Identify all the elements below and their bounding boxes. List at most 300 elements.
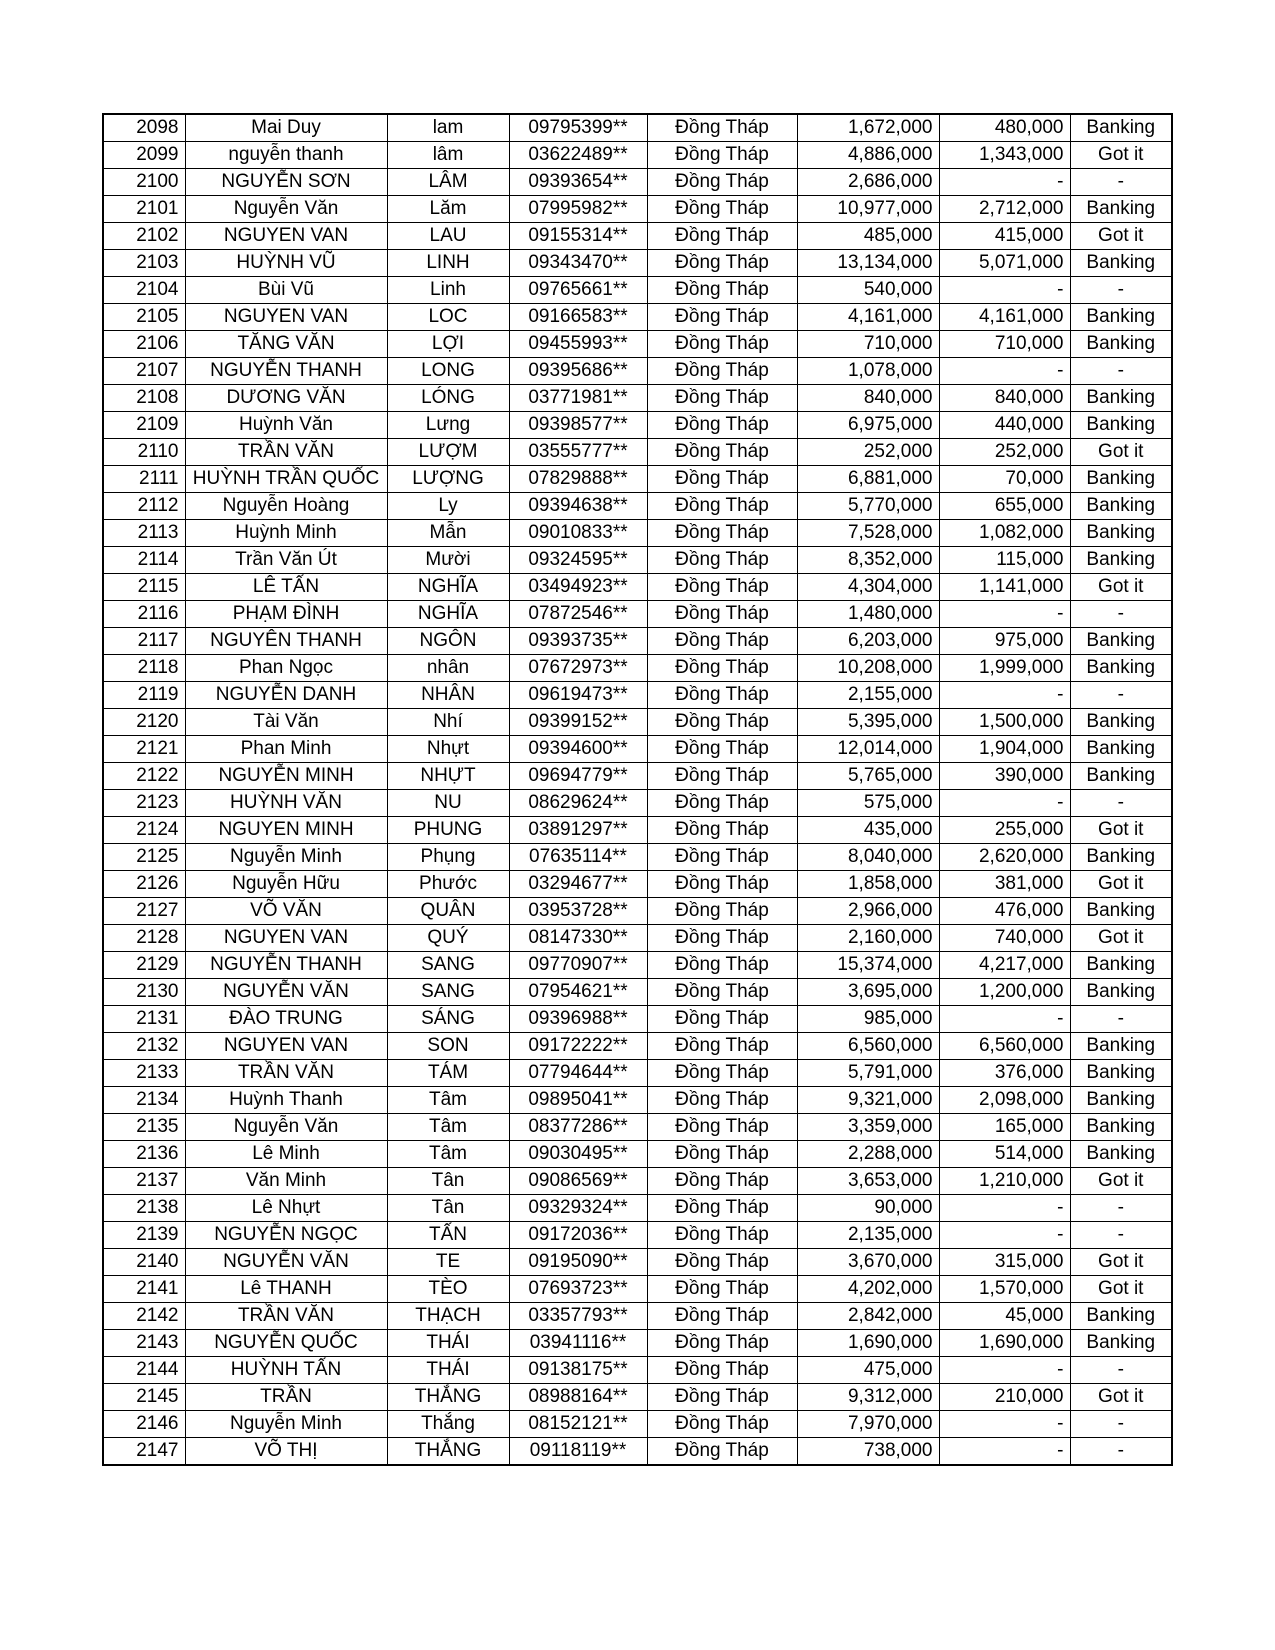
given-name-cell: lâm [387, 142, 509, 169]
province-cell: Đồng Tháp [647, 628, 797, 655]
amount-paid-cell: 2,098,000 [939, 1087, 1070, 1114]
table-row [103, 1141, 1172, 1168]
table-row [103, 412, 1172, 439]
surname-cell: NGUYEN VAN [185, 223, 387, 250]
phone-cell: 08152121** [509, 1411, 647, 1438]
amount-cell: 1,672,000 [797, 114, 939, 142]
phone-cell: 09393654** [509, 169, 647, 196]
amount-paid-cell: 210,000 [939, 1384, 1070, 1411]
method-cell: Got it [1070, 439, 1172, 466]
method-cell: Banking [1070, 1141, 1172, 1168]
surname-cell: TĂNG VĂN [185, 331, 387, 358]
province-cell: Đồng Tháp [647, 763, 797, 790]
surname-cell: Văn Minh [185, 1168, 387, 1195]
phone-cell: 08377286** [509, 1114, 647, 1141]
row-number-cell: 2123 [103, 790, 185, 817]
row-number-cell: 2099 [103, 142, 185, 169]
phone-cell: 08629624** [509, 790, 647, 817]
amount-paid-cell: 1,904,000 [939, 736, 1070, 763]
table-row [103, 817, 1172, 844]
row-number-cell: 2136 [103, 1141, 185, 1168]
given-name-cell: SANG [387, 979, 509, 1006]
amount-paid-cell: - [939, 358, 1070, 385]
phone-cell: 09166583** [509, 304, 647, 331]
given-name-cell: NGHĨA [387, 574, 509, 601]
phone-cell: 03494923** [509, 574, 647, 601]
method-cell: Got it [1070, 817, 1172, 844]
province-cell: Đồng Tháp [647, 736, 797, 763]
given-name-cell: Phụng [387, 844, 509, 871]
amount-paid-cell: - [939, 1195, 1070, 1222]
amount-paid-cell: 4,161,000 [939, 304, 1070, 331]
row-number-cell: 2124 [103, 817, 185, 844]
amount-cell: 2,155,000 [797, 682, 939, 709]
table-row [103, 223, 1172, 250]
method-cell: Got it [1070, 871, 1172, 898]
surname-cell: DƯƠNG VĂN [185, 385, 387, 412]
phone-cell: 09138175** [509, 1357, 647, 1384]
surname-cell: TRẦN VĂN [185, 1303, 387, 1330]
row-number-cell: 2102 [103, 223, 185, 250]
surname-cell: LÊ TẤN [185, 574, 387, 601]
amount-cell: 3,670,000 [797, 1249, 939, 1276]
given-name-cell: TÁM [387, 1060, 509, 1087]
province-cell: Đồng Tháp [647, 439, 797, 466]
method-cell: Banking [1070, 628, 1172, 655]
surname-cell: Trần Văn Út [185, 547, 387, 574]
given-name-cell: THẠCH [387, 1303, 509, 1330]
given-name-cell: LOC [387, 304, 509, 331]
table-row [103, 1114, 1172, 1141]
amount-cell: 10,208,000 [797, 655, 939, 682]
table-row [103, 601, 1172, 628]
method-cell: - [1070, 790, 1172, 817]
surname-cell: NGUYỄN DANH [185, 682, 387, 709]
province-cell: Đồng Tháp [647, 790, 797, 817]
row-number-cell: 2110 [103, 439, 185, 466]
given-name-cell: Tâm [387, 1087, 509, 1114]
phone-cell: 09795399** [509, 114, 647, 142]
method-cell: Banking [1070, 709, 1172, 736]
surname-cell: NGUYEN VAN [185, 1033, 387, 1060]
row-number-cell: 2111 [103, 466, 185, 493]
method-cell: Banking [1070, 898, 1172, 925]
amount-paid-cell: 1,082,000 [939, 520, 1070, 547]
row-number-cell: 2143 [103, 1330, 185, 1357]
amount-cell: 6,881,000 [797, 466, 939, 493]
province-cell: Đồng Tháp [647, 466, 797, 493]
given-name-cell: LAU [387, 223, 509, 250]
table-row [103, 1222, 1172, 1249]
amount-paid-cell: 1,500,000 [939, 709, 1070, 736]
given-name-cell: LONG [387, 358, 509, 385]
phone-cell: 03953728** [509, 898, 647, 925]
amount-cell: 3,695,000 [797, 979, 939, 1006]
amount-cell: 252,000 [797, 439, 939, 466]
amount-paid-cell: 70,000 [939, 466, 1070, 493]
surname-cell: NGUYÊN THANH [185, 628, 387, 655]
phone-cell: 09086569** [509, 1168, 647, 1195]
table-row [103, 358, 1172, 385]
method-cell: Banking [1070, 385, 1172, 412]
amount-paid-cell: - [939, 1222, 1070, 1249]
table-row [103, 1438, 1172, 1466]
given-name-cell: LỢI [387, 331, 509, 358]
amount-cell: 9,321,000 [797, 1087, 939, 1114]
amount-paid-cell: 5,071,000 [939, 250, 1070, 277]
table-row [103, 520, 1172, 547]
surname-cell: Tài Văn [185, 709, 387, 736]
phone-cell: 09030495** [509, 1141, 647, 1168]
table-row [103, 574, 1172, 601]
given-name-cell: NHỰT [387, 763, 509, 790]
row-number-cell: 2139 [103, 1222, 185, 1249]
phone-cell: 09010833** [509, 520, 647, 547]
amount-cell: 575,000 [797, 790, 939, 817]
method-cell: Banking [1070, 466, 1172, 493]
amount-paid-cell: 115,000 [939, 547, 1070, 574]
phone-cell: 09329324** [509, 1195, 647, 1222]
amount-paid-cell: - [939, 277, 1070, 304]
province-cell: Đồng Tháp [647, 1060, 797, 1087]
row-number-cell: 2116 [103, 601, 185, 628]
given-name-cell: Tân [387, 1195, 509, 1222]
given-name-cell: SÁNG [387, 1006, 509, 1033]
surname-cell: VÕ THỊ [185, 1438, 387, 1466]
amount-paid-cell: 1,570,000 [939, 1276, 1070, 1303]
given-name-cell: THẮNG [387, 1438, 509, 1466]
amount-paid-cell: 476,000 [939, 898, 1070, 925]
amount-paid-cell: 840,000 [939, 385, 1070, 412]
method-cell: - [1070, 1438, 1172, 1466]
amount-paid-cell: 740,000 [939, 925, 1070, 952]
method-cell: Got it [1070, 223, 1172, 250]
row-number-cell: 2119 [103, 682, 185, 709]
method-cell: Banking [1070, 547, 1172, 574]
amount-paid-cell: 315,000 [939, 1249, 1070, 1276]
given-name-cell: Lưng [387, 412, 509, 439]
method-cell: Banking [1070, 412, 1172, 439]
given-name-cell: Phước [387, 871, 509, 898]
row-number-cell: 2132 [103, 1033, 185, 1060]
amount-paid-cell: 440,000 [939, 412, 1070, 439]
row-number-cell: 2141 [103, 1276, 185, 1303]
table-row [103, 1330, 1172, 1357]
province-cell: Đồng Tháp [647, 1114, 797, 1141]
method-cell: Banking [1070, 655, 1172, 682]
surname-cell: VÕ VĂN [185, 898, 387, 925]
row-number-cell: 2138 [103, 1195, 185, 1222]
surname-cell: NGUYỄN VĂN [185, 979, 387, 1006]
table-row [103, 277, 1172, 304]
row-number-cell: 2113 [103, 520, 185, 547]
province-cell: Đồng Tháp [647, 331, 797, 358]
row-number-cell: 2146 [103, 1411, 185, 1438]
amount-cell: 90,000 [797, 1195, 939, 1222]
province-cell: Đồng Tháp [647, 1384, 797, 1411]
table-row [103, 709, 1172, 736]
table-row [103, 142, 1172, 169]
amount-cell: 6,203,000 [797, 628, 939, 655]
row-number-cell: 2118 [103, 655, 185, 682]
phone-cell: 09396988** [509, 1006, 647, 1033]
surname-cell: Lê Minh [185, 1141, 387, 1168]
phone-cell: 07829888** [509, 466, 647, 493]
surname-cell: Phan Ngọc [185, 655, 387, 682]
row-number-cell: 2134 [103, 1087, 185, 1114]
row-number-cell: 2125 [103, 844, 185, 871]
phone-cell: 03941116** [509, 1330, 647, 1357]
given-name-cell: Tâm [387, 1114, 509, 1141]
table-row [103, 871, 1172, 898]
method-cell: Banking [1070, 1330, 1172, 1357]
phone-cell: 03555777** [509, 439, 647, 466]
amount-paid-cell: 255,000 [939, 817, 1070, 844]
given-name-cell: NU [387, 790, 509, 817]
table-row [103, 385, 1172, 412]
amount-cell: 3,653,000 [797, 1168, 939, 1195]
surname-cell: Bùi Vũ [185, 277, 387, 304]
method-cell: - [1070, 682, 1172, 709]
given-name-cell: TE [387, 1249, 509, 1276]
table-row [103, 331, 1172, 358]
surname-cell: HUỲNH TRẦN QUỐC [185, 466, 387, 493]
amount-cell: 6,560,000 [797, 1033, 939, 1060]
province-cell: Đồng Tháp [647, 655, 797, 682]
province-cell: Đồng Tháp [647, 196, 797, 223]
given-name-cell: Tân [387, 1168, 509, 1195]
table-row [103, 763, 1172, 790]
amount-cell: 4,202,000 [797, 1276, 939, 1303]
amount-paid-cell: - [939, 1411, 1070, 1438]
table-row [103, 952, 1172, 979]
row-number-cell: 2103 [103, 250, 185, 277]
given-name-cell: Lăm [387, 196, 509, 223]
amount-cell: 840,000 [797, 385, 939, 412]
table-row [103, 1006, 1172, 1033]
table-row [103, 250, 1172, 277]
given-name-cell: PHUNG [387, 817, 509, 844]
amount-cell: 2,160,000 [797, 925, 939, 952]
surname-cell: NGUYỄN MINH [185, 763, 387, 790]
province-cell: Đồng Tháp [647, 520, 797, 547]
surname-cell: HUỲNH VŨ [185, 250, 387, 277]
table-row [103, 304, 1172, 331]
table-row [103, 736, 1172, 763]
given-name-cell: Nhí [387, 709, 509, 736]
row-number-cell: 2114 [103, 547, 185, 574]
method-cell: Got it [1070, 1249, 1172, 1276]
method-cell: Banking [1070, 114, 1172, 142]
amount-paid-cell: 655,000 [939, 493, 1070, 520]
given-name-cell: Ly [387, 493, 509, 520]
table-row [103, 682, 1172, 709]
method-cell: Banking [1070, 844, 1172, 871]
amount-paid-cell: 376,000 [939, 1060, 1070, 1087]
row-number-cell: 2128 [103, 925, 185, 952]
amount-cell: 2,686,000 [797, 169, 939, 196]
amount-paid-cell: 415,000 [939, 223, 1070, 250]
amount-cell: 4,304,000 [797, 574, 939, 601]
province-cell: Đồng Tháp [647, 601, 797, 628]
row-number-cell: 2112 [103, 493, 185, 520]
table-row [103, 1168, 1172, 1195]
table-row [103, 898, 1172, 925]
province-cell: Đồng Tháp [647, 952, 797, 979]
surname-cell: NGUYEN MINH [185, 817, 387, 844]
phone-cell: 09172036** [509, 1222, 647, 1249]
row-number-cell: 2109 [103, 412, 185, 439]
amount-cell: 13,134,000 [797, 250, 939, 277]
method-cell: - [1070, 1195, 1172, 1222]
given-name-cell: LÓNG [387, 385, 509, 412]
amount-cell: 2,842,000 [797, 1303, 939, 1330]
amount-cell: 1,690,000 [797, 1330, 939, 1357]
method-cell: Banking [1070, 250, 1172, 277]
method-cell: Got it [1070, 574, 1172, 601]
amount-paid-cell: - [939, 1438, 1070, 1466]
surname-cell: PHẠM ĐÌNH [185, 601, 387, 628]
amount-cell: 5,770,000 [797, 493, 939, 520]
amount-paid-cell: 1,690,000 [939, 1330, 1070, 1357]
table-row [103, 790, 1172, 817]
given-name-cell: TẤN [387, 1222, 509, 1249]
amount-paid-cell: - [939, 790, 1070, 817]
method-cell: - [1070, 601, 1172, 628]
phone-cell: 08988164** [509, 1384, 647, 1411]
surname-cell: TRẦN VĂN [185, 439, 387, 466]
amount-paid-cell: 1,999,000 [939, 655, 1070, 682]
method-cell: - [1070, 277, 1172, 304]
province-cell: Đồng Tháp [647, 1249, 797, 1276]
given-name-cell: THÁI [387, 1357, 509, 1384]
phone-cell: 09394638** [509, 493, 647, 520]
phone-cell: 09895041** [509, 1087, 647, 1114]
amount-paid-cell: 390,000 [939, 763, 1070, 790]
surname-cell: NGUYỄN THANH [185, 952, 387, 979]
given-name-cell: Thắng [387, 1411, 509, 1438]
method-cell: Got it [1070, 1276, 1172, 1303]
province-cell: Đồng Tháp [647, 1357, 797, 1384]
table-row [103, 1033, 1172, 1060]
province-cell: Đồng Tháp [647, 709, 797, 736]
amount-cell: 15,374,000 [797, 952, 939, 979]
amount-paid-cell: 381,000 [939, 871, 1070, 898]
given-name-cell: Nhựt [387, 736, 509, 763]
surname-cell: Nguyễn Hữu [185, 871, 387, 898]
row-number-cell: 2129 [103, 952, 185, 979]
table-row [103, 1249, 1172, 1276]
given-name-cell: THÁI [387, 1330, 509, 1357]
amount-cell: 3,359,000 [797, 1114, 939, 1141]
given-name-cell: LƯỢNG [387, 466, 509, 493]
given-name-cell: Mẫn [387, 520, 509, 547]
phone-cell: 09324595** [509, 547, 647, 574]
province-cell: Đồng Tháp [647, 114, 797, 142]
surname-cell: nguyễn thanh [185, 142, 387, 169]
method-cell: Banking [1070, 331, 1172, 358]
surname-cell: Lê Nhựt [185, 1195, 387, 1222]
given-name-cell: NGHĨA [387, 601, 509, 628]
amount-paid-cell: - [939, 169, 1070, 196]
row-number-cell: 2108 [103, 385, 185, 412]
surname-cell: NGUYỄN THANH [185, 358, 387, 385]
amount-paid-cell: - [939, 682, 1070, 709]
amount-cell: 7,970,000 [797, 1411, 939, 1438]
row-number-cell: 2098 [103, 114, 185, 142]
phone-cell: 09172222** [509, 1033, 647, 1060]
table-row [103, 844, 1172, 871]
surname-cell: NGUYỄN VĂN [185, 1249, 387, 1276]
table-row [103, 1060, 1172, 1087]
method-cell: Banking [1070, 736, 1172, 763]
phone-cell: 09619473** [509, 682, 647, 709]
province-cell: Đồng Tháp [647, 844, 797, 871]
surname-cell: Nguyễn Văn [185, 196, 387, 223]
table-row [103, 196, 1172, 223]
row-number-cell: 2131 [103, 1006, 185, 1033]
method-cell: Banking [1070, 1033, 1172, 1060]
given-name-cell: Linh [387, 277, 509, 304]
amount-cell: 1,078,000 [797, 358, 939, 385]
province-cell: Đồng Tháp [647, 385, 797, 412]
amount-cell: 8,040,000 [797, 844, 939, 871]
phone-cell: 09395686** [509, 358, 647, 385]
surname-cell: Huỳnh Thanh [185, 1087, 387, 1114]
amount-cell: 6,975,000 [797, 412, 939, 439]
phone-cell: 07794644** [509, 1060, 647, 1087]
method-cell: - [1070, 1006, 1172, 1033]
row-number-cell: 2107 [103, 358, 185, 385]
surname-cell: HUỲNH TẤN [185, 1357, 387, 1384]
amount-cell: 485,000 [797, 223, 939, 250]
amount-cell: 540,000 [797, 277, 939, 304]
row-number-cell: 2130 [103, 979, 185, 1006]
phone-cell: 07995982** [509, 196, 647, 223]
method-cell: Got it [1070, 925, 1172, 952]
row-number-cell: 2140 [103, 1249, 185, 1276]
amount-cell: 4,161,000 [797, 304, 939, 331]
given-name-cell: LINH [387, 250, 509, 277]
phone-cell: 03891297** [509, 817, 647, 844]
method-cell: Banking [1070, 763, 1172, 790]
amount-cell: 475,000 [797, 1357, 939, 1384]
phone-cell: 09118119** [509, 1438, 647, 1466]
data-table [102, 113, 1173, 1466]
surname-cell: Huỳnh Văn [185, 412, 387, 439]
table-row [103, 1195, 1172, 1222]
surname-cell: Huỳnh Minh [185, 520, 387, 547]
table-row [103, 925, 1172, 952]
table-row [103, 466, 1172, 493]
province-cell: Đồng Tháp [647, 547, 797, 574]
amount-paid-cell: 165,000 [939, 1114, 1070, 1141]
surname-cell: Lê THANH [185, 1276, 387, 1303]
table-row [103, 1411, 1172, 1438]
phone-cell: 07693723** [509, 1276, 647, 1303]
given-name-cell: THẮNG [387, 1384, 509, 1411]
amount-cell: 12,014,000 [797, 736, 939, 763]
phone-cell: 09399152** [509, 709, 647, 736]
amount-cell: 985,000 [797, 1006, 939, 1033]
province-cell: Đồng Tháp [647, 1438, 797, 1466]
amount-paid-cell: 1,210,000 [939, 1168, 1070, 1195]
amount-paid-cell: - [939, 601, 1070, 628]
amount-paid-cell: 514,000 [939, 1141, 1070, 1168]
table-row [103, 979, 1172, 1006]
surname-cell: NGUYEN VAN [185, 925, 387, 952]
surname-cell: Nguyễn Hoàng [185, 493, 387, 520]
